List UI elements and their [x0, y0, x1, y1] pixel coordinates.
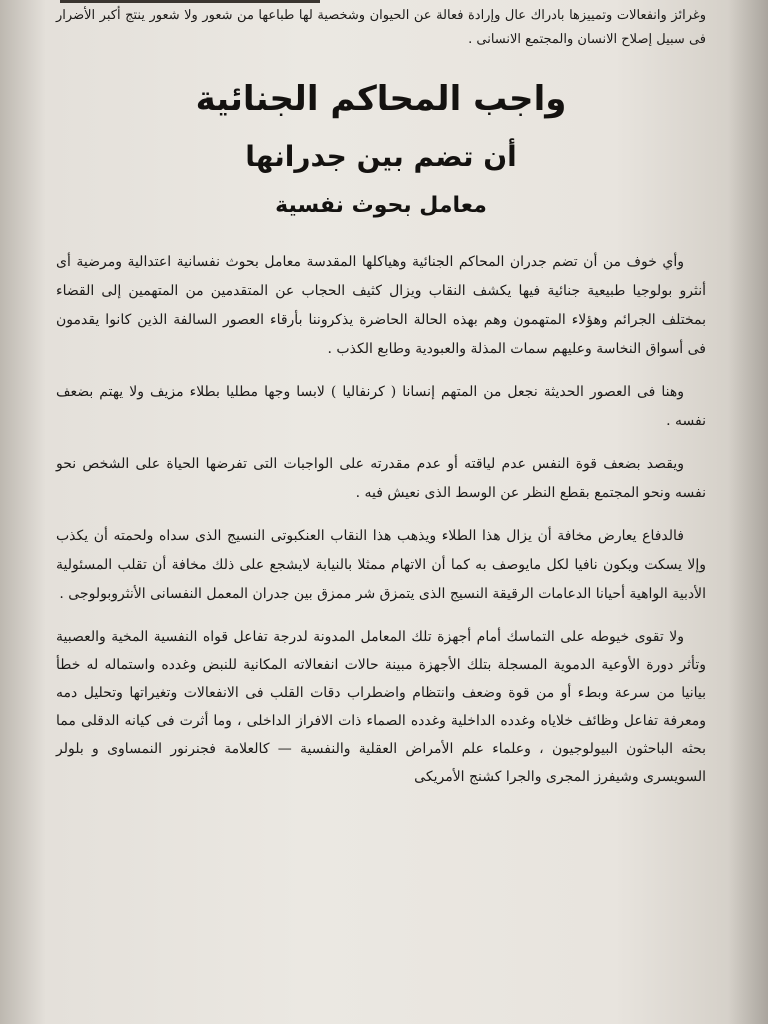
page-edge-shadow [728, 0, 768, 1024]
main-title: واجب المحاكم الجنائية [195, 79, 567, 119]
paragraph-4: فالدفاع يعارض مخافة أن يزال هذا الطلاء ويذهب هذا النقاب العنكبوتى النسيج الذى سداه ولحمته أن يكذب وإلا يسكت ويكون نافيا لكل مايوصف به كما أن الاتهام ممثلا بالنيابة لايشجع على ذلك مخافة أن تقلب المسئولية الأدبية الواهية أحيانا الدعامات الرقيقة النسيج الذى يتمزق شر ممزق بين جدران المعمل النفسانى الأنثروبولوجى . [56, 528, 706, 602]
paragraph-5: ولا تقوى خيوطه على التماسك أمام أجهزة تلك المعامل المدونة لدرجة تفاعل قواه النفسية المخية والعصبية وتأثر دورة الأوعية الدموية المسجلة بتلك الأجهزة مبينة حالات انفعالاته المكانية للنبض وغدده واستماله له خطأ بيانيا من سرعة وبطء أو من قوة وضعف وانتظام واضطراب دقات القلب فى الانفعالات وتغيراتها وتحليل دمه ومعرفة تفاعل وظائف خلاياه وغدده الداخلية وغدده الصماء ذات الافراز الداخلى ، وما أثرت فى كيانه الدقلى مما بحثه الباحثون البيولوجيون ، وعلماء علم الأمراض العقلية والنفسية — كالعلامة فجنرنور النمساوى و بلولر السويسرى وشيفرز المجرى والجرا كشنج الأمريكى [56, 629, 706, 785]
subtitle-secondary: معامل بحوث نفسية [275, 193, 487, 218]
paragraph-1: وأي خوف من أن تضم جدران المحاكم الجنائية وهياكلها المقدسة معامل بحوث نفسانية اعتدالية ومرضية أى أنثرو بولوجيا طبيعية جنائية فيها يكشف النقاب ويزال كثيف الحجاب عن المتقدمين من المتهمين إلى القضاء بمختلف الجرائم وهؤلاء المتهمون وهم بهذه الحالة الحاضرة يذكروننا بأرقاء العصور السالفة الذين كانوا يقدمون فى أسواق النخاسة وعليهم سمات المذلة والعبودية وطابع الكذب . [56, 254, 706, 357]
page-content [56, 4, 706, 805]
top-rule [60, 0, 320, 3]
paragraph-3: ويقصد بضعف قوة النفس عدم لياقته أو عدم مقدرته على الواجبات التى تفرضها الحياة على الشخص نحو نفسه ونحو المجتمع بقطع النظر عن الوسط الذى نعيش فيه . [56, 456, 706, 501]
subtitle: أن تضم بين جدرانها [245, 140, 517, 173]
paragraph-2: وهنا فى العصور الحديثة نجعل من المتهم إنسانا ( كرنفاليا ) لابسا وجها مطليا بطلاء مزيف ولا يهتم بضعف نفسه . [56, 384, 706, 429]
intro-text: وغرائز وانفعالات وتمييزها بادراك عال وإرادة فعالة عن الحيوان وشخصية لها طباعها من شعور ولا شعور ينتج أكبر الأضرار فى سبيل إصلاح الانسان والمجتمع الانسانى . [56, 8, 706, 47]
